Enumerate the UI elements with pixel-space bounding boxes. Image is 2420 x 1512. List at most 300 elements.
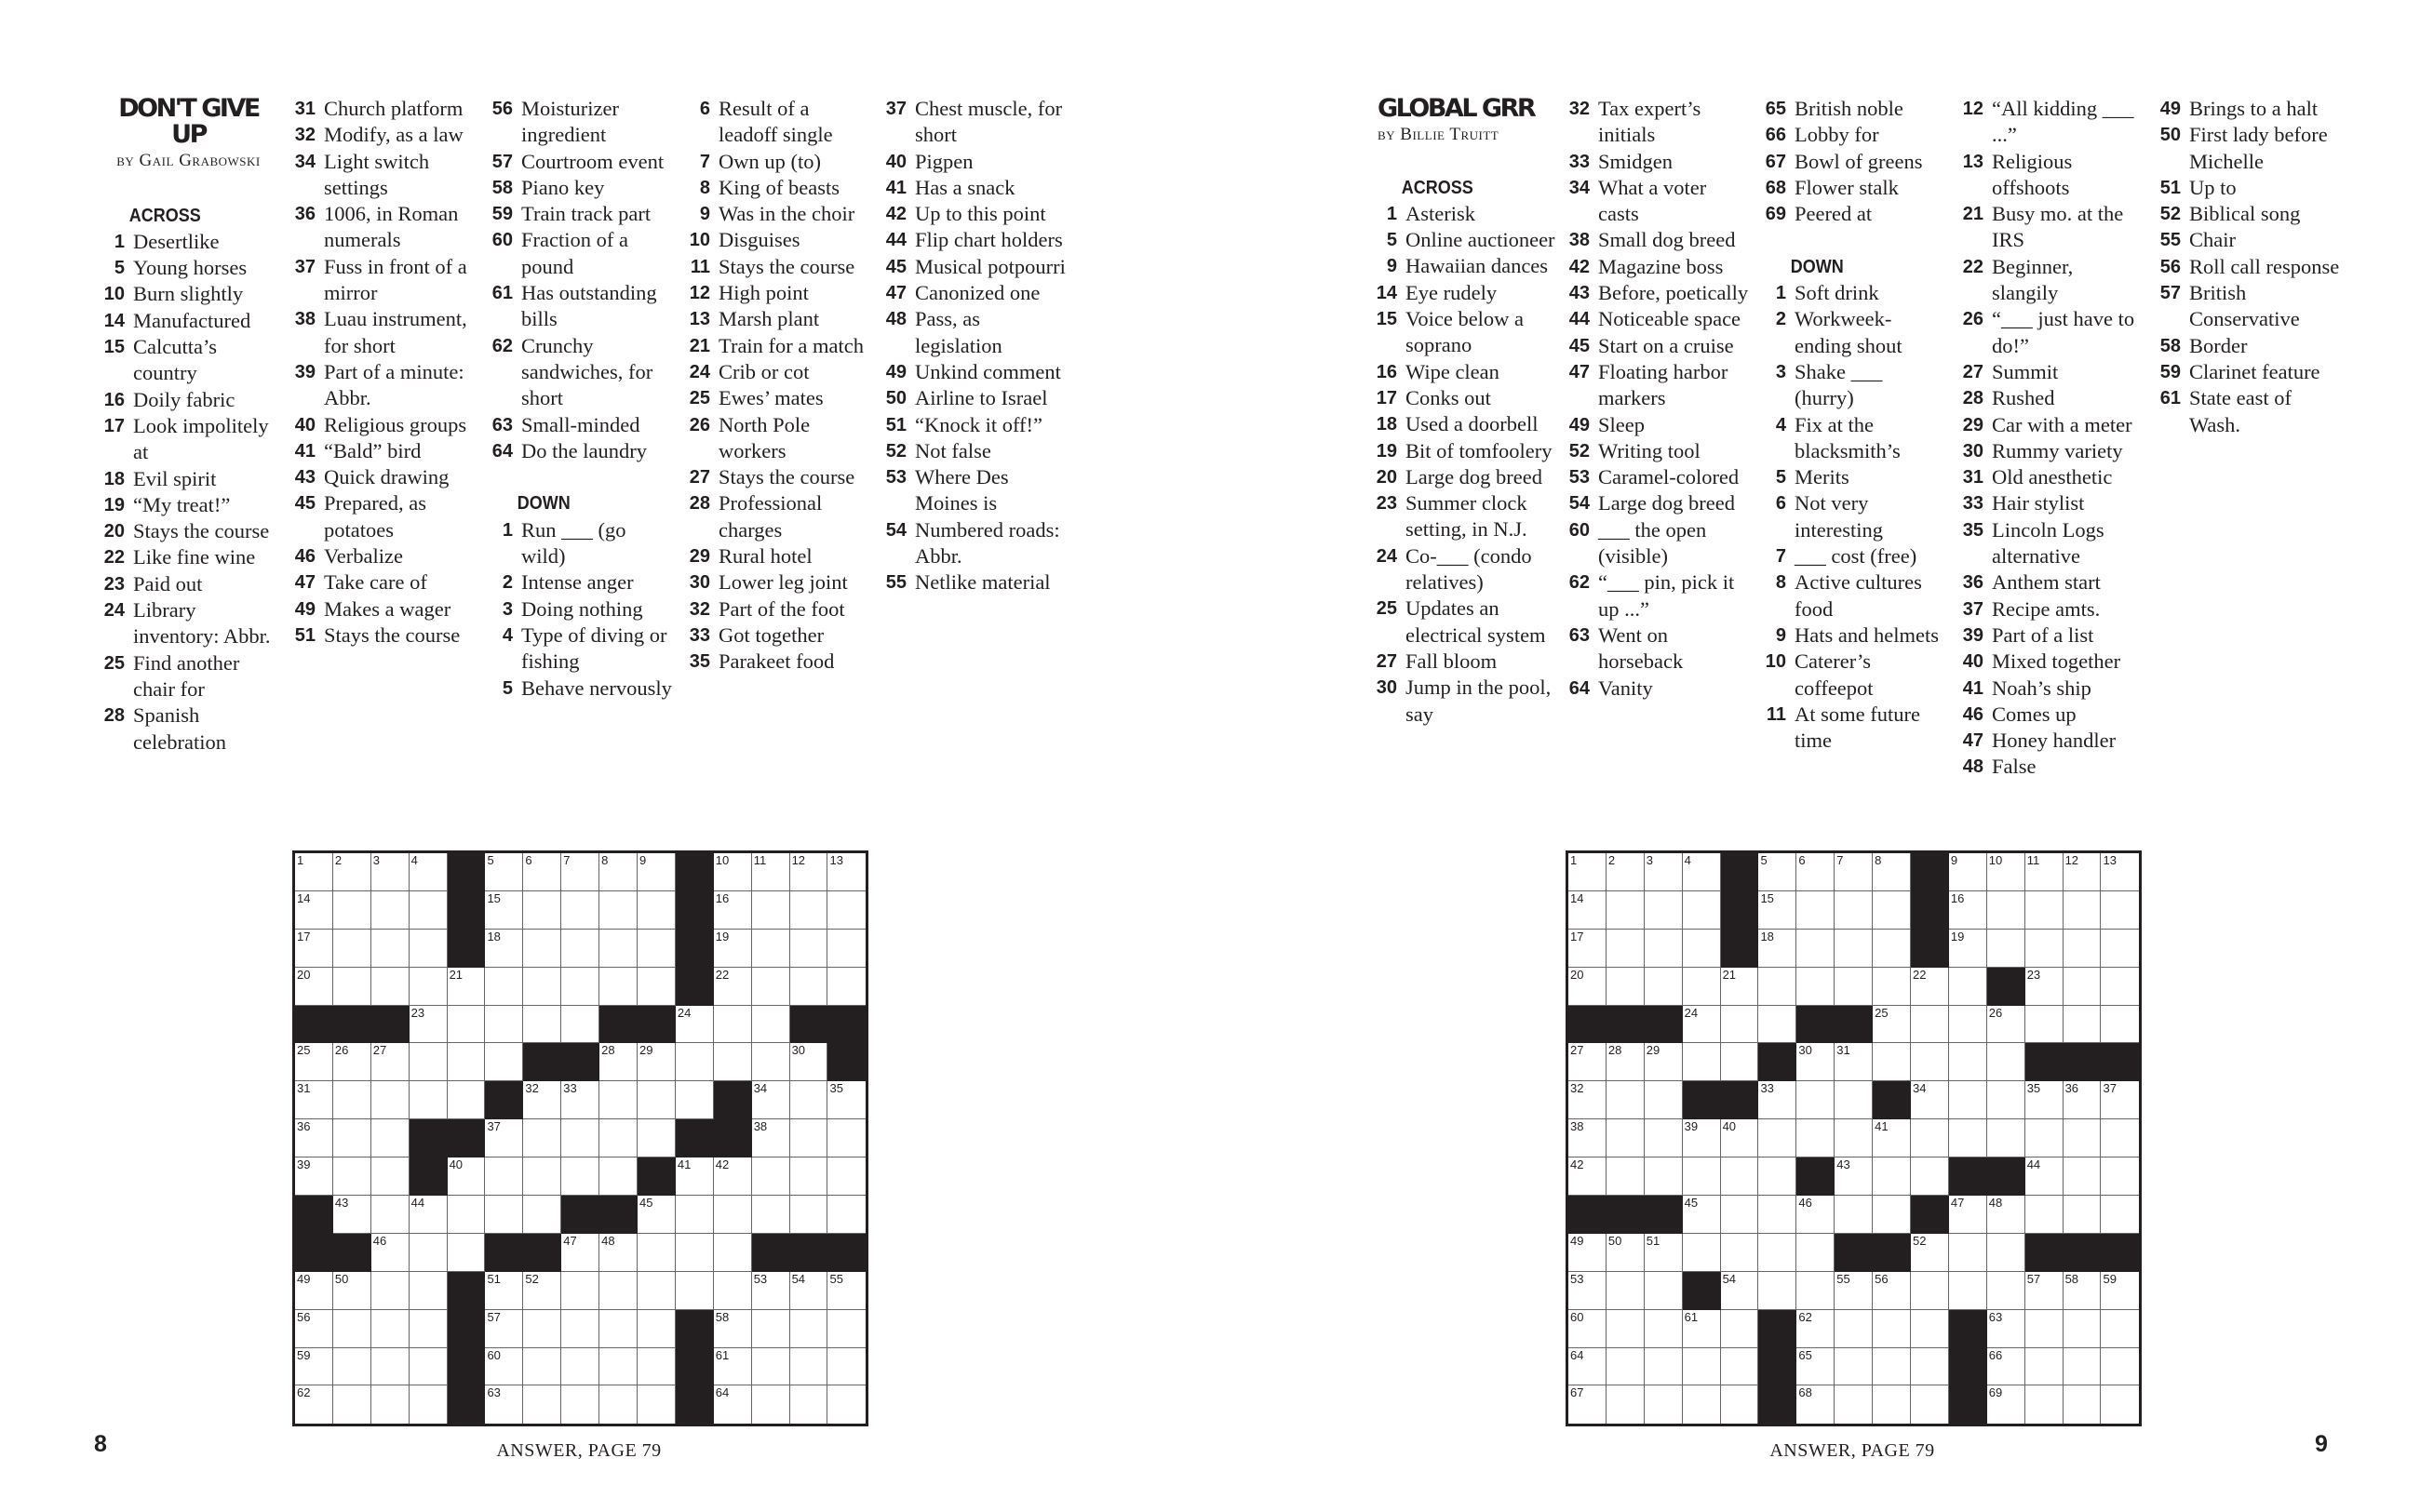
grid-cell[interactable] (2025, 1006, 2064, 1044)
clue-item[interactable] (1365, 649, 1556, 675)
grid-cell[interactable] (1721, 1157, 1759, 1196)
grid-cell[interactable] (2064, 1385, 2102, 1424)
grid-cell[interactable] (827, 1119, 866, 1157)
grid-cell[interactable] (638, 930, 676, 968)
grid-cell[interactable] (1607, 1348, 1645, 1386)
grid-cell[interactable] (2025, 1081, 2064, 1119)
grid-cell[interactable] (599, 1081, 638, 1119)
grid-cell[interactable] (1796, 1385, 1835, 1424)
clue-item[interactable] (1754, 306, 1945, 359)
clue-item[interactable] (679, 359, 869, 385)
grid-cell[interactable] (1987, 1385, 2025, 1424)
clue-item[interactable] (284, 569, 475, 595)
clue-item[interactable] (1558, 438, 1749, 464)
grid-cell[interactable] (1835, 968, 1873, 1006)
grid-cell[interactable] (410, 1234, 448, 1272)
clue-item[interactable] (2149, 254, 2340, 280)
grid-cell[interactable] (1949, 1119, 1987, 1157)
clue-item[interactable] (93, 492, 279, 518)
clue-item[interactable] (1558, 280, 1749, 306)
grid-cell[interactable] (1835, 1157, 1873, 1196)
clue-item[interactable] (1558, 464, 1749, 490)
grid-cell[interactable] (827, 891, 866, 930)
grid-cell[interactable] (599, 891, 638, 930)
grid-cell[interactable] (1911, 1272, 1949, 1310)
grid-cell[interactable] (790, 1081, 828, 1119)
grid-cell[interactable] (1607, 891, 1645, 930)
clue-item[interactable] (2149, 359, 2340, 385)
clue-item[interactable] (1365, 280, 1556, 306)
grid-cell[interactable] (561, 1385, 599, 1424)
clue-item[interactable] (1365, 306, 1556, 359)
grid-cell[interactable] (448, 1081, 486, 1119)
grid-cell[interactable] (1645, 1385, 1683, 1424)
grid-cell[interactable] (523, 1348, 561, 1386)
clue-item[interactable] (1754, 359, 1945, 412)
grid-cell[interactable] (295, 1272, 333, 1310)
clue-item[interactable] (93, 255, 279, 281)
grid-cell[interactable] (676, 1006, 714, 1044)
grid-cell[interactable] (1645, 853, 1683, 891)
clue-item[interactable] (1952, 359, 2143, 385)
grid-cell[interactable] (371, 1234, 410, 1272)
clue-item[interactable] (284, 122, 475, 148)
clue-item[interactable] (481, 438, 672, 464)
clue-item[interactable] (1754, 622, 1945, 649)
grid-cell[interactable] (752, 1119, 790, 1157)
grid-cell[interactable] (1758, 891, 1796, 930)
clue-item[interactable] (679, 490, 869, 543)
clue-item[interactable] (1754, 280, 1945, 306)
grid-cell[interactable] (1835, 853, 1873, 891)
clue-item[interactable] (1365, 543, 1556, 596)
grid-cell[interactable] (1835, 1119, 1873, 1157)
grid-cell[interactable] (1949, 853, 1987, 891)
grid-cell[interactable] (2025, 891, 2064, 930)
grid-cell[interactable] (1607, 1385, 1645, 1424)
grid-cell[interactable] (295, 853, 333, 891)
crossword-grid[interactable] (292, 850, 868, 1426)
grid-cell[interactable] (295, 1385, 333, 1424)
grid-cell[interactable] (448, 1006, 486, 1044)
grid-cell[interactable] (523, 930, 561, 968)
clue-item[interactable] (93, 229, 279, 255)
grid-cell[interactable] (827, 1196, 866, 1234)
grid-cell[interactable] (752, 968, 790, 1006)
grid-cell[interactable] (485, 1196, 523, 1234)
grid-cell[interactable] (485, 1272, 523, 1310)
grid-cell[interactable] (561, 1310, 599, 1348)
clue-item[interactable] (481, 227, 672, 280)
grid-cell[interactable] (827, 853, 866, 891)
grid-cell[interactable] (561, 891, 599, 930)
grid-cell[interactable] (1645, 1272, 1683, 1310)
grid-cell[interactable] (410, 1043, 448, 1081)
grid-cell[interactable] (523, 1119, 561, 1157)
grid-cell[interactable] (2025, 1157, 2064, 1196)
grid-cell[interactable] (599, 1157, 638, 1196)
grid-cell[interactable] (1607, 1119, 1645, 1157)
grid-cell[interactable] (333, 1119, 371, 1157)
grid-cell[interactable] (1758, 1081, 1796, 1119)
grid-cell[interactable] (1683, 1385, 1721, 1424)
clue-item[interactable] (1558, 569, 1749, 622)
clue-item[interactable] (1952, 490, 2143, 516)
grid-cell[interactable] (410, 968, 448, 1006)
grid-cell[interactable] (410, 1385, 448, 1424)
grid-cell[interactable] (295, 930, 333, 968)
grid-cell[interactable] (448, 1157, 486, 1196)
grid-cell[interactable] (1683, 1006, 1721, 1044)
grid-cell[interactable] (827, 1348, 866, 1386)
grid-cell[interactable] (1758, 1272, 1796, 1310)
grid-cell[interactable] (1607, 930, 1645, 968)
grid-cell[interactable] (599, 853, 638, 891)
grid-cell[interactable] (333, 930, 371, 968)
grid-cell[interactable] (485, 1006, 523, 1044)
clue-item[interactable] (284, 359, 475, 412)
grid-cell[interactable] (1796, 891, 1835, 930)
grid-cell[interactable] (1835, 1310, 1873, 1348)
clue-item[interactable] (2149, 280, 2340, 333)
clue-item[interactable] (1365, 227, 1556, 253)
grid-cell[interactable] (485, 1348, 523, 1386)
grid-cell[interactable] (599, 1385, 638, 1424)
grid-cell[interactable] (1987, 1043, 2025, 1081)
grid-cell[interactable] (1987, 891, 2025, 930)
clue-item[interactable] (1754, 412, 1945, 465)
grid-cell[interactable] (752, 1272, 790, 1310)
grid-cell[interactable] (1607, 968, 1645, 1006)
grid-cell[interactable] (1835, 1043, 1873, 1081)
grid-cell[interactable] (523, 1081, 561, 1119)
clue-item[interactable] (875, 517, 1066, 570)
grid-cell[interactable] (638, 1348, 676, 1386)
grid-cell[interactable] (333, 968, 371, 1006)
clue-item[interactable] (284, 596, 475, 622)
clue-item[interactable] (1754, 464, 1945, 490)
clue-item[interactable] (1952, 254, 2143, 307)
grid-cell[interactable] (752, 853, 790, 891)
clue-item[interactable] (481, 412, 672, 438)
clue-item[interactable] (679, 254, 869, 280)
grid-cell[interactable] (1911, 1385, 1949, 1424)
clue-item[interactable] (1365, 253, 1556, 279)
clue-item[interactable] (1365, 385, 1556, 411)
grid-cell[interactable] (410, 1081, 448, 1119)
clue-item[interactable] (1558, 149, 1749, 175)
grid-cell[interactable] (1645, 968, 1683, 1006)
grid-cell[interactable] (333, 1272, 371, 1310)
grid-cell[interactable] (714, 1043, 752, 1081)
grid-cell[interactable] (1987, 1348, 2025, 1386)
grid-cell[interactable] (676, 1234, 714, 1272)
clue-item[interactable] (93, 544, 279, 570)
grid-cell[interactable] (638, 1310, 676, 1348)
clue-item[interactable] (1558, 96, 1749, 149)
grid-cell[interactable] (561, 1081, 599, 1119)
clue-item[interactable] (1558, 622, 1749, 676)
grid-cell[interactable] (1949, 1006, 1987, 1044)
grid-cell[interactable] (2064, 1348, 2102, 1386)
grid-cell[interactable] (2025, 1196, 2064, 1234)
grid-cell[interactable] (2064, 1310, 2102, 1348)
grid-cell[interactable] (790, 1348, 828, 1386)
clue-item[interactable] (2149, 227, 2340, 253)
clue-item[interactable] (1952, 385, 2143, 411)
clue-item[interactable] (679, 569, 869, 595)
clue-item[interactable] (93, 466, 279, 492)
grid-cell[interactable] (1568, 1272, 1607, 1310)
grid-cell[interactable] (1607, 1081, 1645, 1119)
grid-cell[interactable] (2101, 1006, 2139, 1044)
grid-cell[interactable] (714, 891, 752, 930)
grid-cell[interactable] (1796, 853, 1835, 891)
grid-cell[interactable] (638, 1272, 676, 1310)
grid-cell[interactable] (1645, 1119, 1683, 1157)
grid-cell[interactable] (410, 930, 448, 968)
grid-cell[interactable] (485, 1119, 523, 1157)
clue-item[interactable] (875, 438, 1066, 464)
clue-item[interactable] (481, 333, 672, 412)
clue-item[interactable] (679, 96, 869, 149)
clue-item[interactable] (1558, 490, 1749, 516)
grid-cell[interactable] (2025, 968, 2064, 1006)
grid-cell[interactable] (2101, 1081, 2139, 1119)
clue-item[interactable] (2149, 96, 2340, 122)
grid-cell[interactable] (410, 1196, 448, 1234)
grid-cell[interactable] (523, 1157, 561, 1196)
grid-cell[interactable] (371, 1081, 410, 1119)
clue-item[interactable] (481, 676, 672, 702)
grid-cell[interactable] (752, 1385, 790, 1424)
grid-cell[interactable] (2101, 930, 2139, 968)
clue-item[interactable] (875, 149, 1066, 175)
clue-item[interactable] (1365, 411, 1556, 437)
clue-item[interactable] (679, 385, 869, 411)
grid-cell[interactable] (1873, 853, 1911, 891)
grid-cell[interactable] (2064, 853, 2102, 891)
grid-cell[interactable] (485, 891, 523, 930)
grid-cell[interactable] (333, 853, 371, 891)
grid-cell[interactable] (599, 930, 638, 968)
clue-item[interactable] (93, 387, 279, 413)
grid-cell[interactable] (2101, 1196, 2139, 1234)
grid-cell[interactable] (410, 853, 448, 891)
clue-item[interactable] (875, 280, 1066, 306)
grid-cell[interactable] (410, 1310, 448, 1348)
clue-item[interactable] (93, 413, 279, 466)
grid-cell[interactable] (410, 1006, 448, 1044)
grid-cell[interactable] (827, 1081, 866, 1119)
grid-cell[interactable] (1568, 1310, 1607, 1348)
grid-cell[interactable] (790, 1385, 828, 1424)
clue-item[interactable] (679, 622, 869, 649)
grid-cell[interactable] (2064, 1006, 2102, 1044)
grid-cell[interactable] (790, 853, 828, 891)
grid-cell[interactable] (1911, 968, 1949, 1006)
clue-item[interactable] (93, 281, 279, 307)
clue-item[interactable] (1558, 359, 1749, 412)
grid-cell[interactable] (1758, 853, 1796, 891)
grid-cell[interactable] (1683, 930, 1721, 968)
clue-item[interactable] (1558, 676, 1749, 702)
grid-cell[interactable] (1758, 930, 1796, 968)
grid-cell[interactable] (295, 1043, 333, 1081)
clue-item[interactable] (481, 201, 672, 227)
grid-cell[interactable] (1607, 1272, 1645, 1310)
grid-cell[interactable] (1949, 1043, 1987, 1081)
grid-cell[interactable] (638, 968, 676, 1006)
clue-item[interactable] (1558, 254, 1749, 280)
grid-cell[interactable] (2025, 853, 2064, 891)
grid-cell[interactable] (1721, 1234, 1759, 1272)
grid-cell[interactable] (523, 1196, 561, 1234)
grid-cell[interactable] (523, 1272, 561, 1310)
grid-cell[interactable] (676, 1272, 714, 1310)
clue-item[interactable] (1754, 201, 1945, 227)
grid-cell[interactable] (410, 891, 448, 930)
grid-cell[interactable] (333, 1385, 371, 1424)
grid-cell[interactable] (1721, 1310, 1759, 1348)
grid-cell[interactable] (2064, 1157, 2102, 1196)
clue-item[interactable] (1754, 543, 1945, 569)
clue-item[interactable] (2149, 122, 2340, 175)
grid-cell[interactable] (1758, 1006, 1796, 1044)
grid-cell[interactable] (714, 930, 752, 968)
grid-cell[interactable] (485, 930, 523, 968)
grid-cell[interactable] (638, 853, 676, 891)
grid-cell[interactable] (448, 1196, 486, 1234)
grid-cell[interactable] (1873, 930, 1911, 968)
clue-item[interactable] (481, 175, 672, 201)
grid-cell[interactable] (561, 930, 599, 968)
grid-cell[interactable] (1987, 1272, 2025, 1310)
grid-cell[interactable] (752, 1348, 790, 1386)
grid-cell[interactable] (638, 1043, 676, 1081)
grid-cell[interactable] (1568, 1157, 1607, 1196)
grid-cell[interactable] (1949, 1272, 1987, 1310)
grid-cell[interactable] (790, 891, 828, 930)
grid-cell[interactable] (295, 1119, 333, 1157)
grid-cell[interactable] (1835, 1196, 1873, 1234)
grid-cell[interactable] (2101, 853, 2139, 891)
grid-cell[interactable] (1758, 1234, 1796, 1272)
grid-cell[interactable] (333, 1196, 371, 1234)
clue-item[interactable] (1952, 201, 2143, 254)
grid-cell[interactable] (1758, 1119, 1796, 1157)
grid-cell[interactable] (1949, 1196, 1987, 1234)
clue-item[interactable] (284, 306, 475, 359)
grid-cell[interactable] (2064, 1196, 2102, 1234)
grid-cell[interactable] (1568, 853, 1607, 891)
grid-cell[interactable] (371, 1196, 410, 1234)
grid-cell[interactable] (333, 1081, 371, 1119)
clue-item[interactable] (679, 306, 869, 332)
grid-cell[interactable] (1568, 891, 1607, 930)
grid-cell[interactable] (1873, 1043, 1911, 1081)
grid-cell[interactable] (1835, 1272, 1873, 1310)
grid-cell[interactable] (752, 1081, 790, 1119)
clue-item[interactable] (1754, 702, 1945, 755)
grid-cell[interactable] (1796, 1348, 1835, 1386)
grid-cell[interactable] (1796, 968, 1835, 1006)
grid-cell[interactable] (1645, 1234, 1683, 1272)
clue-item[interactable] (1952, 438, 2143, 464)
grid-cell[interactable] (1721, 968, 1759, 1006)
grid-cell[interactable] (1568, 1119, 1607, 1157)
clue-item[interactable] (1365, 438, 1556, 464)
grid-cell[interactable] (1987, 1006, 2025, 1044)
grid-cell[interactable] (599, 1234, 638, 1272)
grid-cell[interactable] (1607, 1043, 1645, 1081)
clue-item[interactable] (481, 96, 672, 149)
grid-cell[interactable] (1835, 1348, 1873, 1386)
grid-cell[interactable] (676, 1081, 714, 1119)
grid-cell[interactable] (410, 1348, 448, 1386)
grid-cell[interactable] (2025, 1272, 2064, 1310)
clue-item[interactable] (2149, 201, 2340, 227)
clue-item[interactable] (875, 306, 1066, 359)
grid-cell[interactable] (2064, 1272, 2102, 1310)
grid-cell[interactable] (1683, 853, 1721, 891)
grid-cell[interactable] (1949, 930, 1987, 968)
grid-cell[interactable] (827, 1385, 866, 1424)
clue-item[interactable] (1952, 702, 2143, 728)
grid-cell[interactable] (752, 891, 790, 930)
grid-cell[interactable] (714, 853, 752, 891)
clue-item[interactable] (1754, 175, 1945, 201)
grid-cell[interactable] (485, 1310, 523, 1348)
grid-cell[interactable] (1645, 930, 1683, 968)
grid-cell[interactable] (1911, 1081, 1949, 1119)
grid-cell[interactable] (790, 1310, 828, 1348)
clue-item[interactable] (1558, 517, 1749, 570)
grid-cell[interactable] (676, 1043, 714, 1081)
grid-cell[interactable] (1873, 1385, 1911, 1424)
grid-cell[interactable] (2025, 1119, 2064, 1157)
grid-cell[interactable] (1568, 930, 1607, 968)
grid-cell[interactable] (2025, 1385, 2064, 1424)
grid-cell[interactable] (448, 1234, 486, 1272)
clue-item[interactable] (284, 464, 475, 490)
grid-cell[interactable] (1796, 1043, 1835, 1081)
clue-item[interactable] (481, 622, 672, 676)
grid-cell[interactable] (1645, 1310, 1683, 1348)
clue-item[interactable] (284, 622, 475, 649)
crossword-grid[interactable] (1566, 850, 2142, 1426)
grid-cell[interactable] (752, 1196, 790, 1234)
clue-item[interactable] (875, 201, 1066, 227)
grid-cell[interactable] (790, 1272, 828, 1310)
clue-item[interactable] (284, 543, 475, 569)
grid-cell[interactable] (752, 1006, 790, 1044)
grid-cell[interactable] (1645, 1348, 1683, 1386)
grid-cell[interactable] (333, 1043, 371, 1081)
grid-cell[interactable] (1796, 1119, 1835, 1157)
grid-cell[interactable] (1873, 1006, 1911, 1044)
grid-cell[interactable] (790, 968, 828, 1006)
clue-item[interactable] (93, 597, 279, 650)
clue-item[interactable] (1952, 517, 2143, 570)
clue-item[interactable] (481, 517, 672, 570)
grid-cell[interactable] (714, 968, 752, 1006)
grid-cell[interactable] (1987, 1119, 2025, 1157)
grid-cell[interactable] (638, 1119, 676, 1157)
clue-item[interactable] (284, 490, 475, 543)
grid-cell[interactable] (638, 1385, 676, 1424)
grid-cell[interactable] (561, 1234, 599, 1272)
